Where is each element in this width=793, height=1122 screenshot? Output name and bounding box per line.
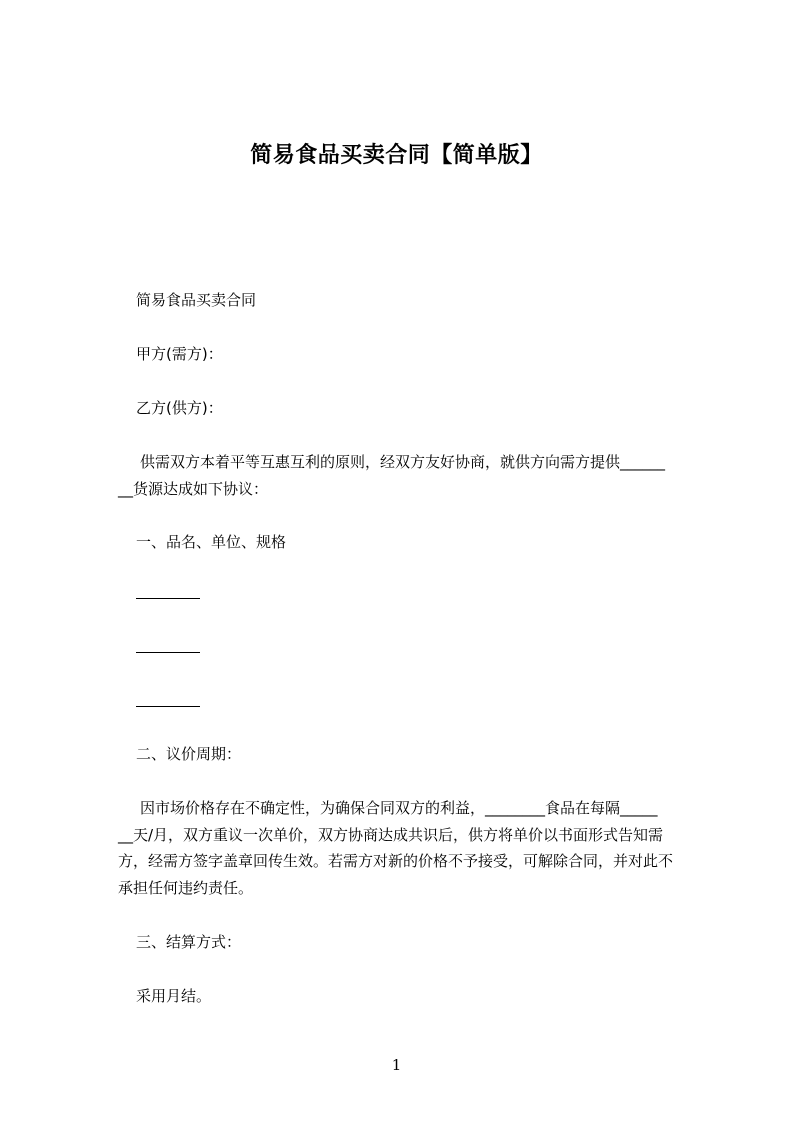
pricing-line-1: 因市场价格存在不确定性，为确保合同双方的利益，________食品在每隔_____ — [140, 799, 658, 817]
page-number: 1 — [391, 1056, 402, 1074]
section-2-heading: 二、议价周期： — [136, 745, 242, 763]
settlement-method: 采用月结。 — [136, 987, 212, 1005]
pricing-line-3: 方，经需方签字盖章回传生效。若需方对新的价格不予接受，可解除合同，并对此不 — [118, 852, 674, 870]
spec-blank-line-2 — [136, 652, 200, 653]
document-title: 简易食品买卖合同【简单版】 — [250, 143, 543, 168]
spec-blank-line-3 — [136, 706, 200, 707]
party-b-label: 乙方(供方)： — [136, 399, 223, 417]
intro-line-2: __货源达成如下协议： — [118, 479, 269, 498]
party-a-label: 甲方(需方)： — [136, 345, 223, 363]
section-1-heading: 一、品名、单位、规格 — [136, 533, 287, 551]
pricing-paragraph — [118, 795, 699, 901]
pricing-line-2: __天/月，双方重议一次单价，双方协商达成共识后，供方将单价以书面形式告知需 — [118, 825, 664, 844]
section-3-heading: 三、结算方式： — [136, 933, 242, 951]
pricing-line-4: 承担任何违约责任。 — [118, 878, 254, 897]
spec-blank-line-1 — [136, 598, 200, 599]
contract-heading: 简易食品买卖合同 — [136, 291, 257, 309]
intro-line-1: 供需双方本着平等互惠互利的原则，经双方友好协商，就供方向需方提供______ — [140, 453, 666, 471]
intro-paragraph — [118, 449, 699, 502]
